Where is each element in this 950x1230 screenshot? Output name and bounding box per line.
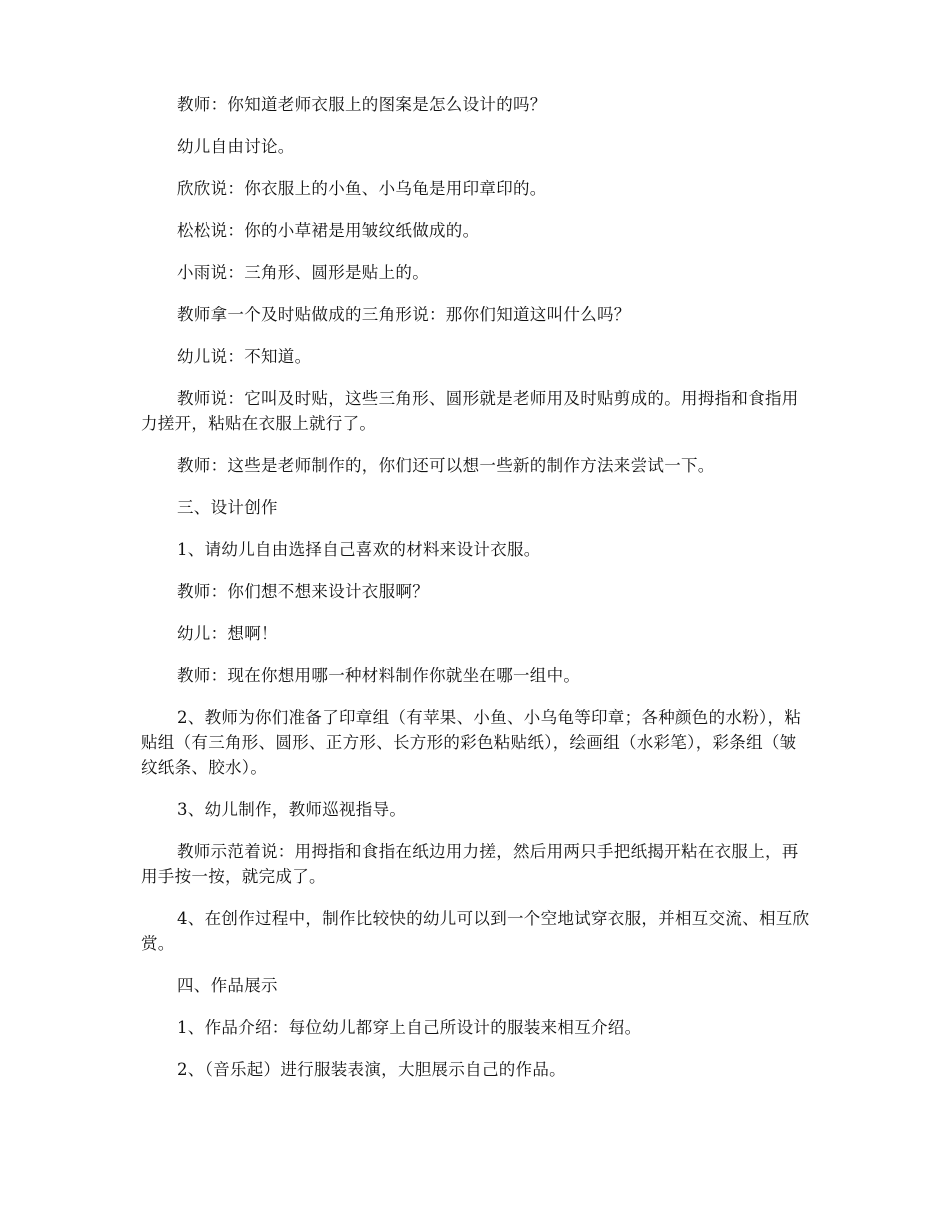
paragraph: 3、幼儿制作，教师巡视指导。 bbox=[177, 800, 407, 819]
section-heading: 四、作品展示 bbox=[177, 976, 278, 995]
paragraph: 教师说：它叫及时贴，这些三角形、圆形就是老师用及时贴剪成的。用拇指和食指用力搓开，粘贴在衣服上就行了。 bbox=[141, 389, 799, 433]
paragraph: 教师拿一个及时贴做成的三角形说：那你们知道这叫什么吗？ bbox=[177, 305, 631, 324]
paragraph: 4、在创作过程中，制作比较快的幼儿可以到一个空地试穿衣服，并相互交流、相互欣赏。 bbox=[141, 909, 810, 953]
paragraph: 欣欣说：你衣服上的小鱼、小乌龟是用印章印的。 bbox=[177, 179, 547, 198]
paragraph: 幼儿自由讨论。 bbox=[177, 137, 295, 156]
paragraph: 松松说：你的小草裙是用皱纹纸做成的。 bbox=[177, 221, 480, 240]
paragraph: 教师：你们想不想来设计衣服啊？ bbox=[177, 582, 429, 601]
paragraph: 1、请幼儿自由选择自己喜欢的材料来设计衣服。 bbox=[177, 540, 541, 559]
paragraph: 教师示范着说：用拇指和食指在纸边用力搓，然后用两只手把纸揭开粘在衣服上，再用手按一按，就完成了。 bbox=[141, 842, 799, 886]
paragraph: 小雨说：三角形、圆形是贴上的。 bbox=[177, 263, 429, 282]
paragraph: 教师：你知道老师衣服上的图案是怎么设计的吗？ bbox=[177, 95, 547, 114]
paragraph: 幼儿说：不知道。 bbox=[177, 347, 312, 366]
paragraph: 2、（音乐起）进行服装表演，大胆展示自己的作品。 bbox=[177, 1060, 566, 1079]
paragraph: 幼儿：想啊！ bbox=[177, 624, 278, 643]
paragraph: 教师：这些是老师制作的，你们还可以想一些新的制作方法来尝试一下。 bbox=[177, 456, 715, 475]
paragraph: 教师：现在你想用哪一种材料制作你就坐在哪一组中。 bbox=[177, 666, 581, 685]
paragraph: 1、作品介绍：每位幼儿都穿上自己所设计的服装来相互介绍。 bbox=[177, 1018, 642, 1037]
paragraph: 2、教师为你们准备了印章组（有苹果、小鱼、小乌龟等印章；各种颜色的水粉），粘贴组（有三角形、圆形、正方形、长方形的彩色粘贴纸），绘画组（水彩笔），彩条组（皱纹纸条、胶水）。 bbox=[141, 708, 802, 777]
section-heading: 三、设计创作 bbox=[177, 498, 278, 517]
